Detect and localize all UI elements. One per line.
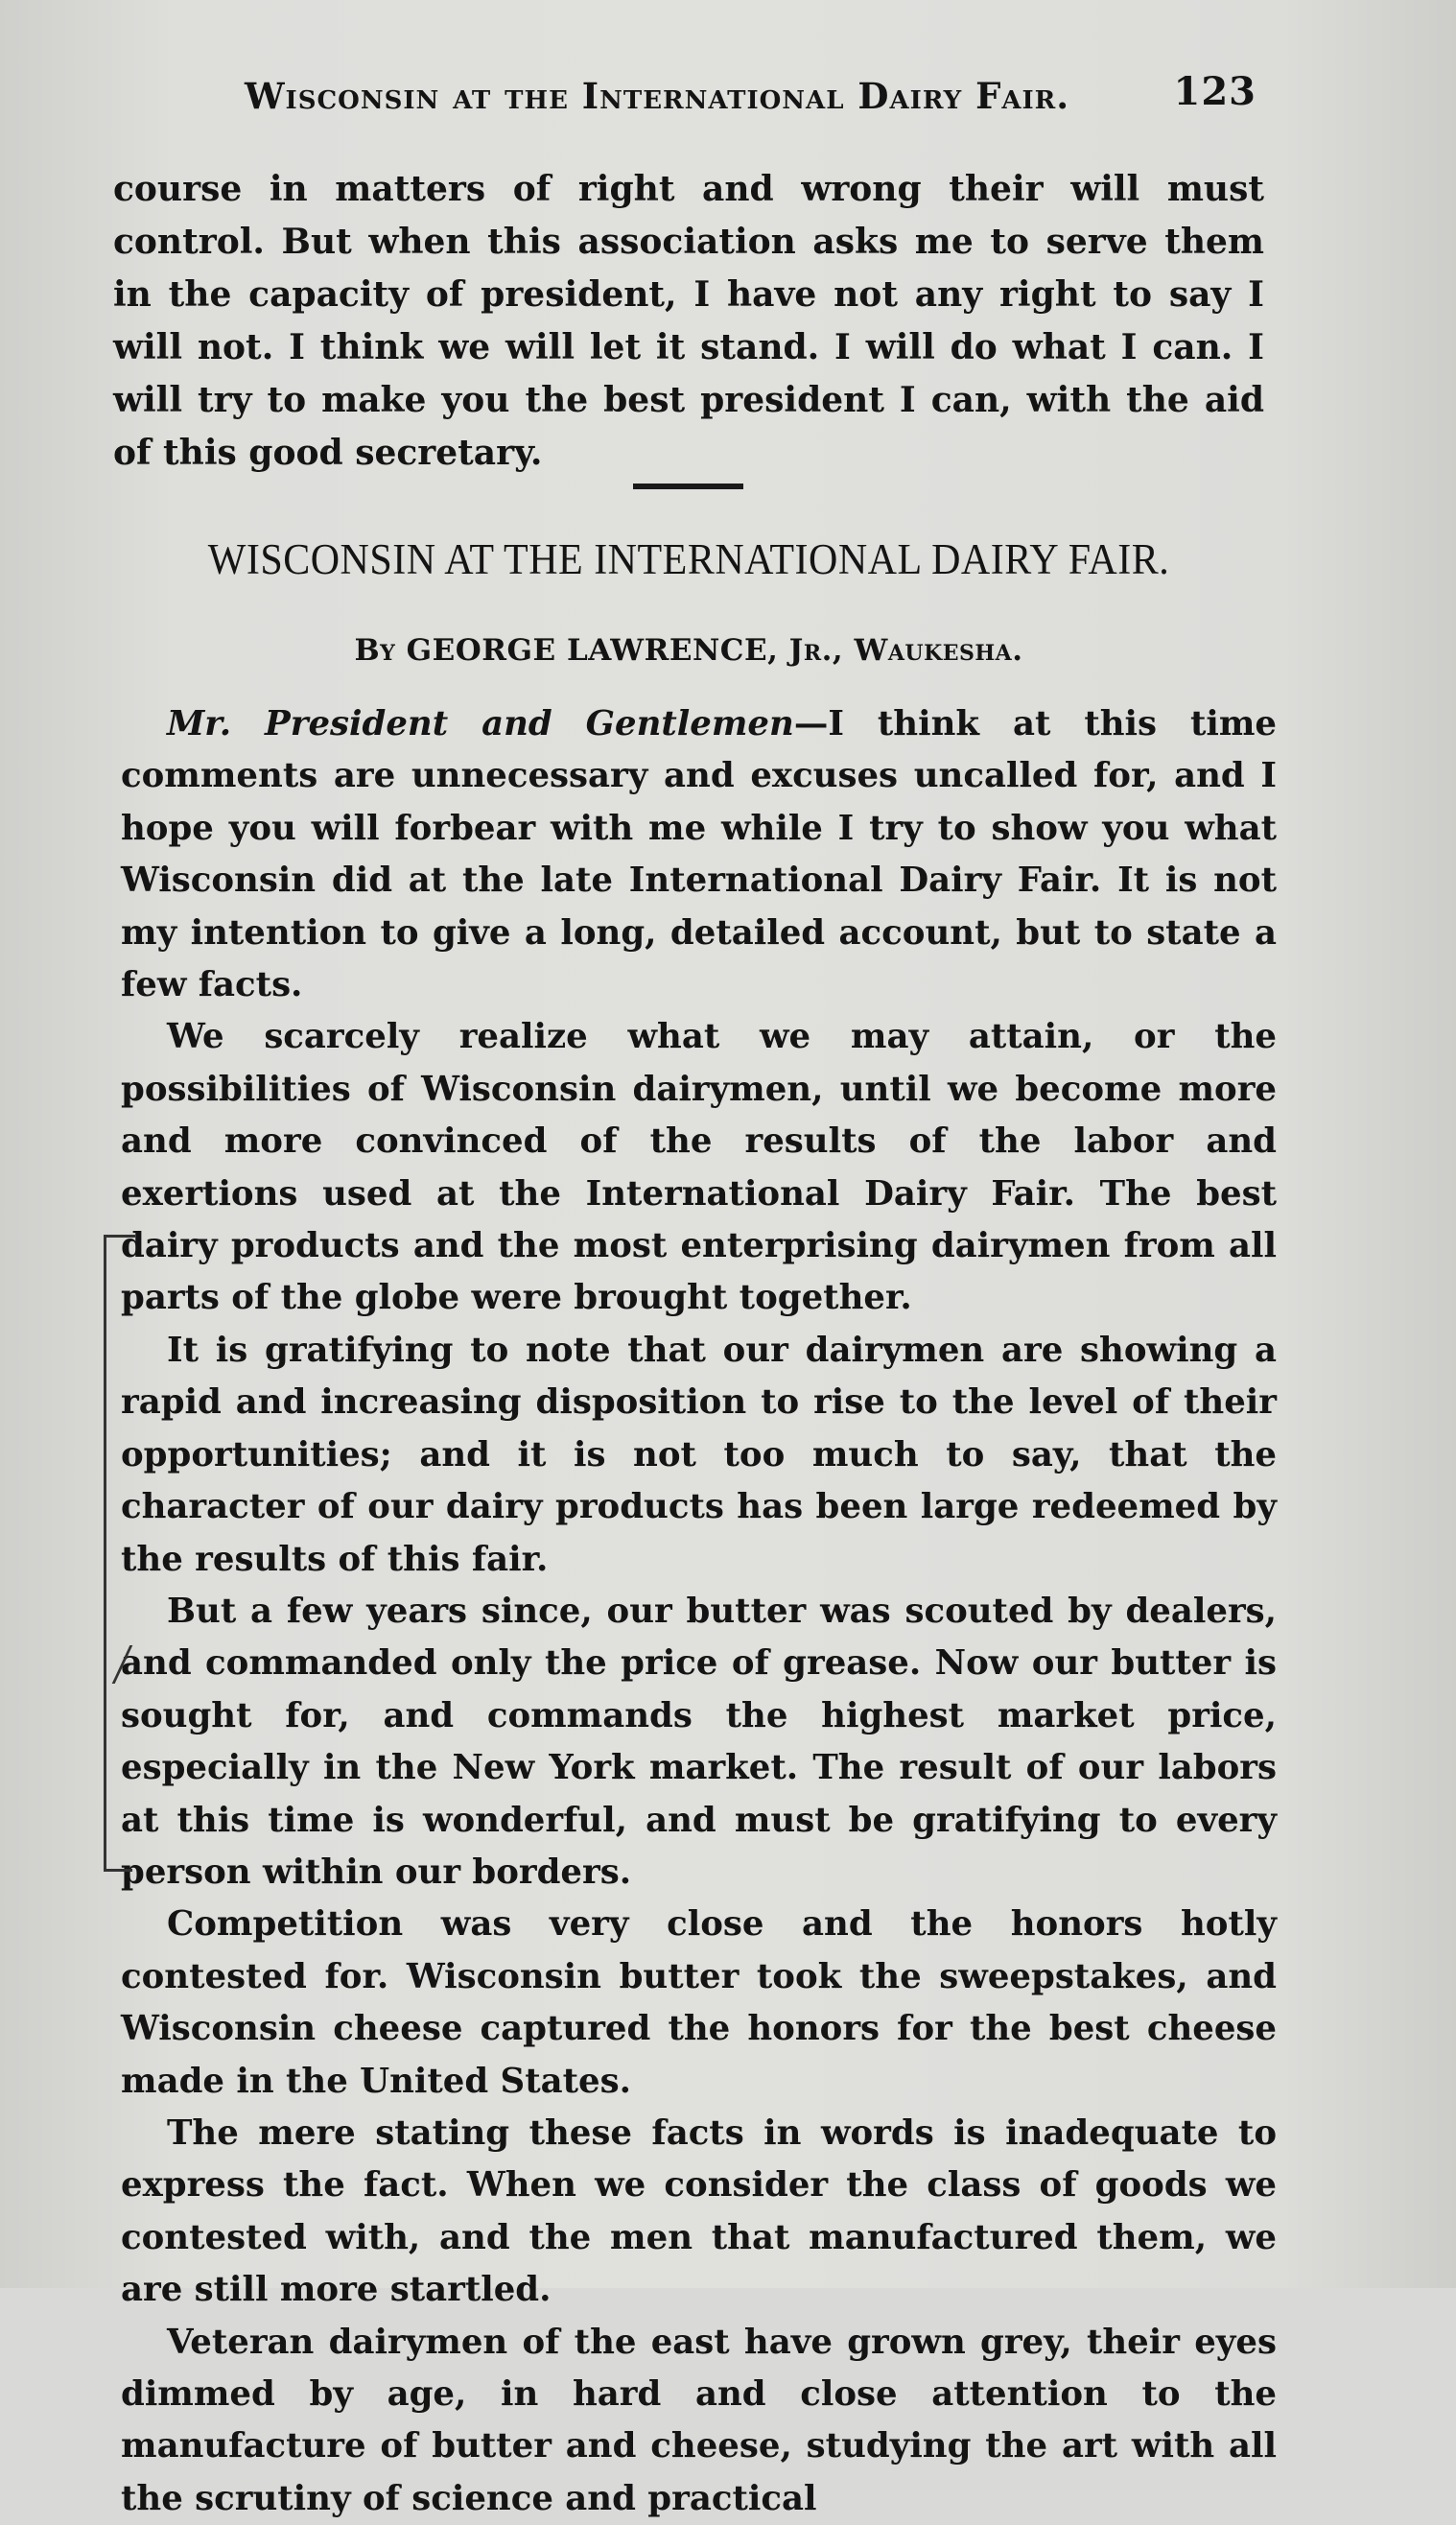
body-paragraph-5: Competition was very close and the honors hotly contested for. Wisconsin butter took the sweepstakes, and Wisconsin cheese captured the honors for the best cheese made in the United States.	[121, 1904, 1277, 2101]
page-number: 123	[1173, 69, 1256, 114]
body-paragraph-6: The mere stating these facts in words is inadequate to express the fact. When we consider the class of goods we contested with, and the men that manufactured them, we are still more startled.	[121, 2112, 1277, 2310]
body-paragraph-4: But a few years since, our butter was scouted by dealers, and commanded only the price of grease. Now our butter is sought for, and commands the highest market price, especially in the New York market. The result of our labors at this time is wonderful, and must be gratifying to every person within our borders.	[121, 1591, 1277, 1892]
body-paragraph-7: Veteran dairymen of the east have grown grey, their eyes dimmed by age, in hard and close attention to the manufacture of butter and cheese, studying the art with all the scrutiny of science and practical	[121, 2322, 1277, 2518]
running-head	[245, 63, 1256, 121]
article-byline: By GEORGE LAWRENCE, Jr., Waukesha.	[354, 633, 1023, 668]
article-title: WISCONSIN AT THE INTERNATIONAL DAIRY FAIR.	[207, 536, 1170, 584]
paragraph-1-text: —I think at this time comments are unnecessary and excuses uncalled for, and I hope you will forbear with me while I try to show you what Wisconsin did at the late International Dairy Fair. It is not my intention to give a long, detailed account, but to state a few facts.	[121, 704, 1278, 1005]
body-paragraph-2: We scarcely realize what we may attain, or the possibilities of Wisconsin dairymen, until we become more and more convinced of the results of the labor and exertions used at the International Dairy Fair. The best dairy products and the most enterprising dairymen from all parts of the globe were brought together.	[121, 1017, 1277, 1318]
section-divider-rule	[633, 484, 743, 489]
body-paragraph-1	[121, 698, 1277, 1011]
article-body	[121, 698, 1277, 2525]
salutation: Mr. President and Gentlemen	[167, 704, 794, 743]
margin-bracket-bottom-mark	[104, 1869, 132, 1873]
intro-paragraph: course in matters of right and wrong their will must control. But when this association asks me to serve them in the capacity of president, I have not any right to say I will not. I think we will let it stand. I will do what I can. I will try to make you the best president I can, with the aid of this good secretary.	[113, 169, 1264, 473]
margin-bracket-mark	[104, 1235, 135, 1871]
body-paragraph-3: It is gratifying to note that our dairymen are showing a rapid and increasing disposition to rise to the level of their opportunities; and it is not too much to say, that the character of our dairy products has been large redeemed by the results of this fair.	[121, 1330, 1277, 1579]
running-head-title: Wisconsin at the International Dairy Fair.	[245, 75, 1070, 117]
intro-paragraph-block	[113, 163, 1264, 480]
